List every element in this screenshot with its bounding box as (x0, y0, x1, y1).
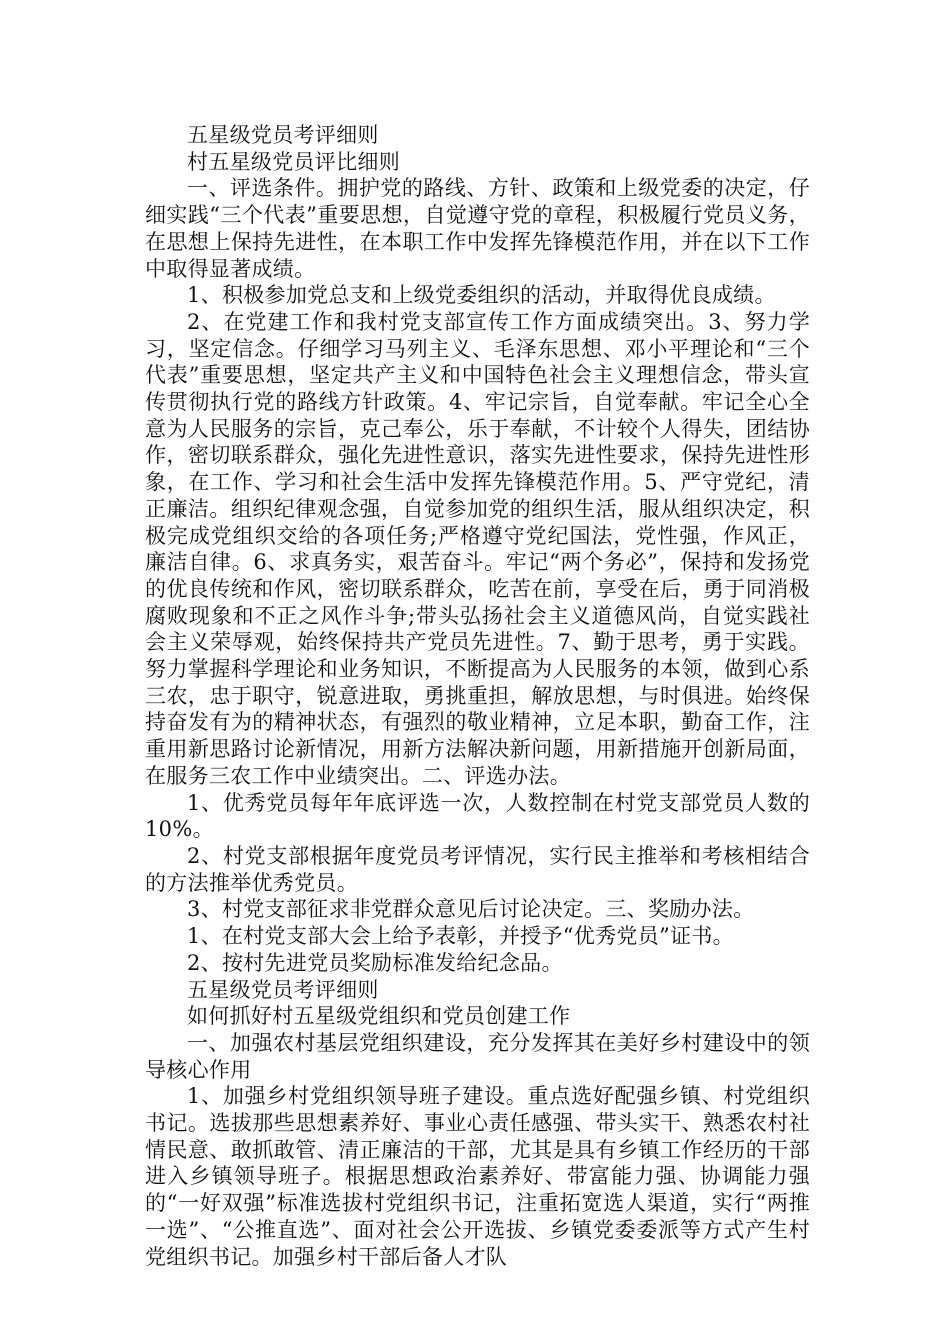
paragraph-item-1: 1、积极参加党总支和上级党委组织的活动，并取得优良成绩。 (187, 283, 776, 308)
paragraph-reward-1: 1、在村党支部大会上给予表彰，并授予“优秀党员”证书。 (187, 924, 734, 949)
paragraph-selection-criteria: 一、评选条件。拥护党的路线、方针、政策和上级党委的决定，仔细实践“三个代表”重要思想，自觉遵守党的章程，积极履行党员义务，在思想上保持先进性，在本职工作中发挥先锋模范作用，并在以下工作中取得显著成绩。 (145, 176, 810, 281)
section-title: 五星级党员考评细则 (187, 977, 379, 1002)
paragraph-part-1-heading: 一、加强农村基层党组织建设，充分发挥其在美好乡村建设中的领导核心作用 (145, 1030, 810, 1082)
paragraph-method-2: 2、村党支部根据年度党员考评情况，实行民主推举和考核相结合的方法推举优秀党员。 (145, 843, 810, 895)
paragraph-part-1-item-1: 1、加强乡村党组织领导班子建设。重点选好配强乡镇、村党组织书记。选拔那些思想素养好、事业心责任感强、带头实干、熟悉农村社情民意、敢抓敢管、清正廉洁的干部，尤其是具有乡镇工作经历的干部进入乡镇领导班子。根据思想政治素养好、带富能力强、协调能力强的“一好双强”标准选拔村党组织书记，注重拓宽选人渠道，实行“两推一选”、“公推直选”、面对社会公开选拔、乡镇党委委派等方式产生村党组织书记。加强乡村干部后备人才队 (145, 1084, 810, 1269)
doc-subtitle: 村五星级党员评比细则 (187, 149, 400, 174)
paragraph-method-1: 1、优秀党员每年年底评选一次，人数控制在村党支部党员人数的10%。 (145, 790, 810, 842)
doc-title: 五星级党员考评细则 (187, 123, 379, 147)
paragraph-item-2-to-7: 2、在党建工作和我村党支部宣传工作方面成绩突出。3、努力学习，坚定信念。仔细学习马列主义、毛泽东思想、邓小平理论和“三个代表”重要思想，坚定共产主义和中国特色社会主义理想信念，带头宣传贯彻执行党的路线方针政策。4、牢记宗旨，自觉奉献。牢记全心全意为人民服务的宗旨，克己奉公，乐于奉献，不计较个人得失，团结协作，密切联系群众，强化先进性意识，落实先进性要求，保持先进性形象，在工作、学习和社会生活中发挥先锋模范作用。5、严守党纪，清正廉洁。组织纪律观念强，自觉参加党的组织生活，服从组织决定，积极完成党组织交给的各项任务;严格遵守党纪国法，党性强，作风正，廉洁自律。6、求真务实，艰苦奋斗。牢记“两个务必”，保持和发扬党的优良传统和作风，密切联系群众，吃苦在前，享受在后，勇于同消极腐败现象和不正之风作斗争;带头弘扬社会主义道德风尚，自觉实践社会主义荣辱观，始终保持共产党员先进性。7、勤于思考，勇于实践。努力掌握科学理论和业务知识，不断提高为人民服务的本领，做到心系三农，忠于职守，锐意进取，勇挑重担，解放思想，与时俱进。始终保持奋发有为的精神状态，有强烈的敬业精神，立足本职，勤奋工作，注重用新思路讨论新情况，用新方法解决新问题，用新措施开创新局面，在服务三农工作中业绩突出。二、评选办法。 (145, 309, 810, 788)
paragraph-reward-2: 2、按村先进党员奖励标准发给纪念品。 (187, 950, 563, 975)
paragraph-method-3: 3、村党支部征求非党群众意见后讨论决定。三、奖励办法。 (187, 897, 755, 922)
section-subtitle: 如何抓好村五星级党组织和党员创建工作 (187, 1004, 571, 1029)
document-body (145, 122, 810, 1270)
